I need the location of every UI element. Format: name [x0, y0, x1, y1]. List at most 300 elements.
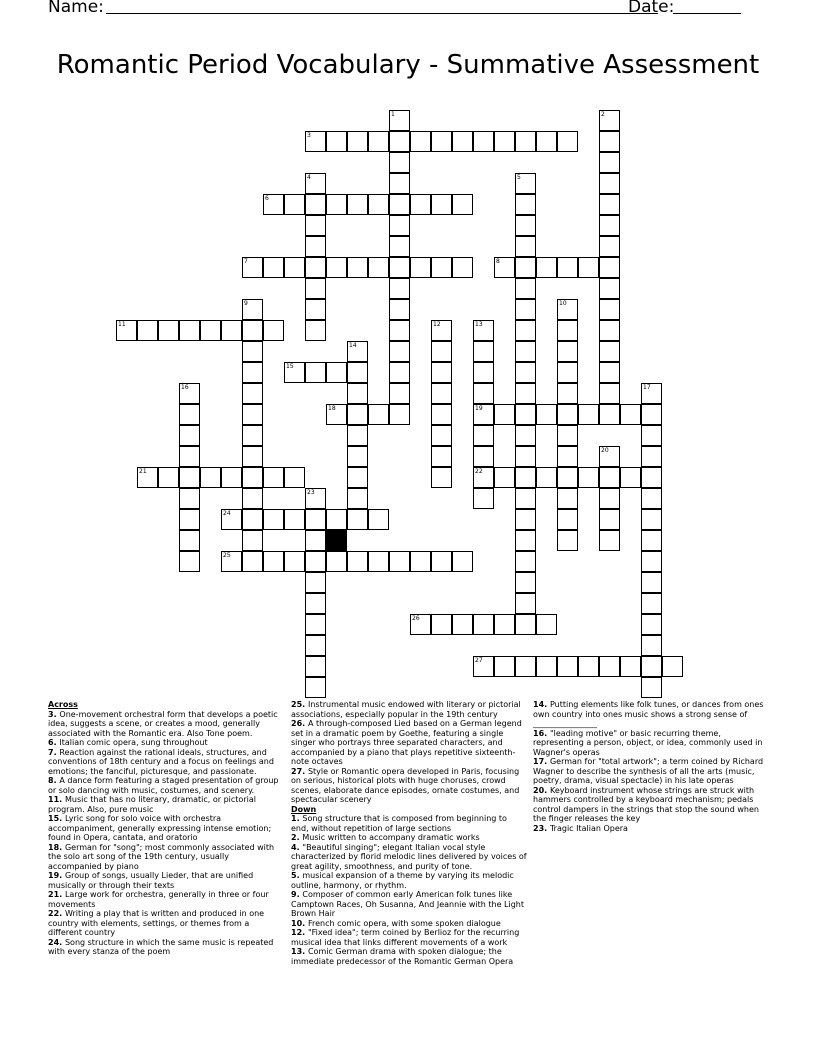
- grid-cell[interactable]: [641, 677, 662, 698]
- grid-cell[interactable]: [473, 614, 494, 635]
- grid-cell[interactable]: [515, 215, 536, 236]
- clue-item-text: Song structure in which the same music is repeated with every stanza of the poem: [48, 937, 274, 956]
- grid-cell[interactable]: [179, 488, 200, 509]
- grid-cell[interactable]: [347, 257, 368, 278]
- grid-cell[interactable]: [473, 656, 494, 677]
- grid-cell[interactable]: [515, 446, 536, 467]
- grid-cell[interactable]: [305, 635, 326, 656]
- grid-cell[interactable]: [473, 341, 494, 362]
- grid-cell[interactable]: [557, 131, 578, 152]
- grid-cell[interactable]: [326, 404, 347, 425]
- clue-item: [48, 710, 284, 739]
- grid-cell[interactable]: [389, 110, 410, 131]
- grid-cell[interactable]: [263, 467, 284, 488]
- grid-cell[interactable]: [242, 425, 263, 446]
- grid-cell[interactable]: [347, 404, 368, 425]
- grid-cell[interactable]: [536, 656, 557, 677]
- clue-item-number: 25.: [291, 700, 308, 709]
- grid-cell[interactable]: [557, 404, 578, 425]
- grid-cell[interactable]: [452, 614, 473, 635]
- grid-cell[interactable]: [473, 362, 494, 383]
- grid-cell[interactable]: [599, 362, 620, 383]
- grid-cell[interactable]: [473, 131, 494, 152]
- grid-cell[interactable]: [578, 404, 599, 425]
- grid-cell[interactable]: [515, 383, 536, 404]
- grid-cell[interactable]: [347, 131, 368, 152]
- clue-number: 2: [601, 111, 605, 118]
- grid-cell[interactable]: [515, 572, 536, 593]
- grid-cell[interactable]: [305, 572, 326, 593]
- grid-cell[interactable]: [515, 257, 536, 278]
- grid-cell[interactable]: [557, 320, 578, 341]
- grid-cell[interactable]: [431, 194, 452, 215]
- grid-cell[interactable]: [431, 551, 452, 572]
- grid-cell[interactable]: [494, 131, 515, 152]
- clue-item: [533, 786, 769, 824]
- clue-item: [533, 700, 769, 729]
- grid-cell[interactable]: [410, 614, 431, 635]
- grid-cell[interactable]: [179, 530, 200, 551]
- clue-item: [291, 928, 527, 947]
- grid-cell[interactable]: [431, 341, 452, 362]
- grid-cell[interactable]: [599, 656, 620, 677]
- grid-cell[interactable]: [599, 194, 620, 215]
- grid-cell[interactable]: [599, 530, 620, 551]
- grid-cell[interactable]: [473, 467, 494, 488]
- grid-cell[interactable]: [599, 278, 620, 299]
- grid-cell[interactable]: [389, 194, 410, 215]
- grid-cell[interactable]: [200, 320, 221, 341]
- grid-cell[interactable]: [263, 551, 284, 572]
- clue-item-text: German for "song"; most commonly associated with the solo art song of the 19th century, usually accompanied by piano: [48, 842, 275, 871]
- grid-cell[interactable]: [326, 509, 347, 530]
- grid-cell[interactable]: [557, 488, 578, 509]
- grid-cell[interactable]: [515, 488, 536, 509]
- grid-cell[interactable]: [137, 320, 158, 341]
- clue-item-number: 14.: [533, 700, 550, 709]
- clues-column-3: [533, 700, 769, 833]
- clue-number: 4: [307, 174, 311, 181]
- grid-cell[interactable]: [410, 194, 431, 215]
- grid-cell[interactable]: [641, 383, 662, 404]
- grid-cell[interactable]: [515, 614, 536, 635]
- grid-cell[interactable]: [305, 131, 326, 152]
- grid-cell[interactable]: [641, 551, 662, 572]
- clue-item-text: Large work for orchestra, generally in three or four movements: [48, 890, 269, 909]
- clue-item: [291, 767, 527, 805]
- grid-cell[interactable]: [389, 215, 410, 236]
- clue-item: [48, 938, 284, 957]
- grid-cell[interactable]: [473, 320, 494, 341]
- clue-item-number: 3.: [48, 709, 60, 719]
- grid-cell[interactable]: [641, 635, 662, 656]
- grid-cell[interactable]: [410, 551, 431, 572]
- grid-cell[interactable]: [641, 656, 662, 677]
- grid-cell[interactable]: [494, 404, 515, 425]
- clue-number: 5: [517, 174, 521, 181]
- grid-cell[interactable]: [557, 656, 578, 677]
- grid-cell[interactable]: [305, 488, 326, 509]
- grid-cell[interactable]: [305, 320, 326, 341]
- grid-cell[interactable]: [557, 425, 578, 446]
- grid-cell[interactable]: [389, 551, 410, 572]
- grid-cell[interactable]: [242, 320, 263, 341]
- grid-cell[interactable]: [347, 425, 368, 446]
- grid-cell[interactable]: [242, 488, 263, 509]
- grid-cell[interactable]: [515, 173, 536, 194]
- grid-cell[interactable]: [389, 320, 410, 341]
- grid-cell[interactable]: [536, 614, 557, 635]
- grid-cell[interactable]: [305, 299, 326, 320]
- clue-item: [291, 947, 527, 966]
- grid-cell[interactable]: [641, 572, 662, 593]
- grid-cell[interactable]: [557, 362, 578, 383]
- grid-cell[interactable]: [599, 320, 620, 341]
- clue-number: 17: [643, 384, 651, 391]
- grid-cell[interactable]: [557, 509, 578, 530]
- grid-cell[interactable]: [389, 257, 410, 278]
- grid-cell[interactable]: [515, 131, 536, 152]
- grid-cell[interactable]: [599, 257, 620, 278]
- grid-cell[interactable]: [641, 593, 662, 614]
- grid-cell[interactable]: [473, 383, 494, 404]
- grid-cell[interactable]: [662, 656, 683, 677]
- grid-cell[interactable]: [641, 614, 662, 635]
- name-label: Name:: [48, 0, 104, 17]
- grid-cell[interactable]: [620, 656, 641, 677]
- grid-cell[interactable]: [515, 236, 536, 257]
- grid-cell[interactable]: [200, 467, 221, 488]
- clue-item-number: 6.: [48, 738, 60, 747]
- grid-cell[interactable]: [431, 131, 452, 152]
- grid-cell[interactable]: [305, 236, 326, 257]
- grid-cell[interactable]: [557, 383, 578, 404]
- grid-cell[interactable]: [578, 257, 599, 278]
- grid-cell[interactable]: [242, 362, 263, 383]
- clue-item-number: 11.: [48, 795, 65, 804]
- clue-item-text: Reaction against the rational ideals, structures, and conventions of 18th century and a focus on feelings and emotions; the fanciful, picturesque, and passionate.: [48, 747, 274, 776]
- clue-item-text: Music written to accompany dramatic works: [302, 833, 480, 842]
- grid-cell[interactable]: [389, 341, 410, 362]
- grid-cell[interactable]: [599, 341, 620, 362]
- grid-cell[interactable]: [557, 299, 578, 320]
- grid-cell[interactable]: [389, 404, 410, 425]
- grid-cell[interactable]: [326, 551, 347, 572]
- clue-number: 19: [475, 405, 483, 412]
- clue-item: [291, 719, 527, 767]
- grid-cell[interactable]: [473, 446, 494, 467]
- clue-item: [291, 890, 527, 919]
- grid-cell[interactable]: [431, 467, 452, 488]
- grid-cell[interactable]: [431, 383, 452, 404]
- clue-item-number: 7.: [48, 747, 60, 757]
- grid-cell[interactable]: [515, 194, 536, 215]
- grid-cell[interactable]: [641, 467, 662, 488]
- grid-cell[interactable]: [536, 131, 557, 152]
- clue-item: [48, 776, 284, 795]
- clue-item-text: A dance form featuring a staged presentation of group or solo dancing with music, costumes, and scenery.: [48, 776, 279, 795]
- grid-cell[interactable]: [368, 131, 389, 152]
- grid-cell[interactable]: [221, 467, 242, 488]
- grid-cell[interactable]: [242, 467, 263, 488]
- grid-cell[interactable]: [599, 404, 620, 425]
- grid-cell[interactable]: [641, 488, 662, 509]
- grid-cell[interactable]: [305, 656, 326, 677]
- grid-cell[interactable]: [305, 677, 326, 698]
- clue-item: [48, 871, 284, 890]
- grid-cell[interactable]: [515, 299, 536, 320]
- grid-cell[interactable]: [242, 383, 263, 404]
- clue-item: [291, 919, 527, 929]
- grid-cell[interactable]: [347, 551, 368, 572]
- grid-cell[interactable]: [179, 404, 200, 425]
- grid-cell[interactable]: [515, 530, 536, 551]
- grid-cell[interactable]: [284, 467, 305, 488]
- grid-cell[interactable]: [263, 509, 284, 530]
- across-heading: Across: [48, 700, 78, 709]
- grid-cell[interactable]: [515, 593, 536, 614]
- grid-cell[interactable]: [557, 530, 578, 551]
- grid-cell[interactable]: [599, 131, 620, 152]
- clue-number: 18: [328, 405, 336, 412]
- grid-cell[interactable]: [473, 404, 494, 425]
- clue-item: [291, 843, 527, 872]
- grid-cell[interactable]: [368, 551, 389, 572]
- grid-cell[interactable]: [347, 467, 368, 488]
- grid-cell[interactable]: [179, 425, 200, 446]
- grid-cell[interactable]: [368, 194, 389, 215]
- grid-cell[interactable]: [326, 257, 347, 278]
- grid-cell[interactable]: [515, 509, 536, 530]
- date-label: Date:: [628, 0, 675, 17]
- grid-cell[interactable]: [368, 404, 389, 425]
- grid-cell[interactable]: [515, 320, 536, 341]
- grid-cell[interactable]: [305, 614, 326, 635]
- grid-cell[interactable]: [536, 257, 557, 278]
- grid-cell[interactable]: [515, 467, 536, 488]
- grid-cell[interactable]: [389, 278, 410, 299]
- grid-cell[interactable]: [452, 551, 473, 572]
- clue-item-number: 17.: [533, 757, 550, 766]
- grid-cell[interactable]: [410, 131, 431, 152]
- grid-cell[interactable]: [599, 152, 620, 173]
- grid-cell[interactable]: [557, 446, 578, 467]
- grid-cell[interactable]: [431, 320, 452, 341]
- grid-cell[interactable]: [284, 509, 305, 530]
- grid-cell[interactable]: [326, 362, 347, 383]
- grid-cell[interactable]: [452, 131, 473, 152]
- grid-cell[interactable]: [242, 299, 263, 320]
- grid-cell[interactable]: [599, 446, 620, 467]
- clue-item-text: Tragic Italian Opera: [549, 823, 628, 833]
- clues-column-1: [48, 700, 284, 957]
- grid-cell[interactable]: [452, 257, 473, 278]
- grid-cell[interactable]: [326, 131, 347, 152]
- grid-cell[interactable]: [347, 362, 368, 383]
- grid-cell[interactable]: [431, 614, 452, 635]
- grid-cell[interactable]: [221, 320, 242, 341]
- grid-cell[interactable]: [620, 467, 641, 488]
- clue-item: [533, 729, 769, 758]
- grid-cell[interactable]: [641, 509, 662, 530]
- grid-cell[interactable]: [599, 383, 620, 404]
- grid-cell[interactable]: [557, 467, 578, 488]
- clue-item-text: musical expansion of a theme by varying its melodic outline, harmony, or rhythm.: [291, 871, 514, 890]
- grid-cell[interactable]: [263, 320, 284, 341]
- clue-number: 27: [475, 657, 483, 664]
- grid-cell[interactable]: [494, 257, 515, 278]
- grid-cell[interactable]: [305, 173, 326, 194]
- grid-cell[interactable]: [347, 341, 368, 362]
- grid-cell[interactable]: [389, 236, 410, 257]
- clue-item-text: "Fixed idea"; term coined by Berlioz for the recurring musical idea that links different movements of a work: [291, 928, 520, 947]
- grid-cell[interactable]: [410, 257, 431, 278]
- grid-cell[interactable]: [389, 299, 410, 320]
- grid-cell[interactable]: [305, 278, 326, 299]
- grid-cell[interactable]: [221, 509, 242, 530]
- grid-cell[interactable]: [347, 509, 368, 530]
- clue-number: 22: [475, 468, 483, 475]
- clue-number: 14: [349, 342, 357, 349]
- clue-item-text: "Beautiful singing"; elegant Italian vocal style characterized by florid melodic lines delivered by voices of great agility, smoothness, and purity of tone.: [291, 842, 527, 871]
- grid-cell[interactable]: [389, 131, 410, 152]
- grid-cell[interactable]: [263, 194, 284, 215]
- grid-cell[interactable]: [116, 320, 137, 341]
- grid-cell[interactable]: [536, 404, 557, 425]
- grid-cell[interactable]: [494, 614, 515, 635]
- grid-cell[interactable]: [641, 425, 662, 446]
- grid-cell[interactable]: [368, 509, 389, 530]
- grid-cell[interactable]: [599, 299, 620, 320]
- grid-cell[interactable]: [431, 404, 452, 425]
- grid-cell[interactable]: [305, 194, 326, 215]
- grid-cell[interactable]: [557, 257, 578, 278]
- grid-cell[interactable]: [242, 404, 263, 425]
- clue-number: 7: [244, 258, 248, 265]
- grid-cell[interactable]: [431, 446, 452, 467]
- clue-item-number: 20.: [533, 785, 550, 795]
- grid-cell[interactable]: [389, 152, 410, 173]
- grid-cell[interactable]: [515, 278, 536, 299]
- grid-cell[interactable]: [620, 404, 641, 425]
- grid-cell[interactable]: [305, 362, 326, 383]
- clue-number: 11: [118, 321, 126, 328]
- grid-cell[interactable]: [347, 383, 368, 404]
- grid-cell[interactable]: [242, 257, 263, 278]
- grid-cell[interactable]: [368, 257, 389, 278]
- grid-cell[interactable]: [599, 215, 620, 236]
- grid-cell[interactable]: [515, 362, 536, 383]
- grid-cell[interactable]: [599, 173, 620, 194]
- grid-cell[interactable]: [599, 488, 620, 509]
- grid-cell[interactable]: [179, 446, 200, 467]
- grid-cell[interactable]: [431, 425, 452, 446]
- clue-item: [48, 843, 284, 872]
- grid-cell[interactable]: [431, 257, 452, 278]
- grid-cell[interactable]: [431, 362, 452, 383]
- grid-cell[interactable]: [347, 488, 368, 509]
- grid-cell[interactable]: [179, 509, 200, 530]
- clue-item-number: 21.: [48, 890, 65, 899]
- clue-number: 6: [265, 195, 269, 202]
- grid-cell[interactable]: [599, 236, 620, 257]
- grid-cell[interactable]: [473, 425, 494, 446]
- grid-cell[interactable]: [284, 551, 305, 572]
- grid-cell[interactable]: [389, 362, 410, 383]
- grid-cell[interactable]: [536, 467, 557, 488]
- grid-cell[interactable]: [473, 488, 494, 509]
- clue-item-number: 10.: [291, 918, 308, 928]
- grid-cell[interactable]: [284, 257, 305, 278]
- grid-cell[interactable]: [515, 551, 536, 572]
- grid-cell[interactable]: [158, 467, 179, 488]
- grid-cell[interactable]: [305, 509, 326, 530]
- grid-cell[interactable]: [242, 551, 263, 572]
- grid-cell[interactable]: [305, 215, 326, 236]
- grid-cell[interactable]: [641, 530, 662, 551]
- grid-cell[interactable]: [326, 194, 347, 215]
- grid-cell[interactable]: [179, 320, 200, 341]
- grid-cell[interactable]: [158, 320, 179, 341]
- grid-cell[interactable]: [305, 551, 326, 572]
- clue-number: 12: [433, 321, 441, 328]
- grid-cell[interactable]: [179, 467, 200, 488]
- grid-cell[interactable]: [305, 257, 326, 278]
- clue-item-text: Music that has no literary, dramatic, or pictorial program. Also, pure music: [48, 795, 256, 814]
- grid-cell[interactable]: [389, 383, 410, 404]
- grid-cell[interactable]: [179, 551, 200, 572]
- grid-cell[interactable]: [599, 509, 620, 530]
- grid-cell[interactable]: [641, 446, 662, 467]
- grid-cell[interactable]: [242, 341, 263, 362]
- grid-cell[interactable]: [305, 593, 326, 614]
- clue-number: 9: [244, 300, 248, 307]
- clue-item-number: 16.: [533, 728, 550, 738]
- down-heading: Down: [291, 804, 317, 814]
- clue-number: 10: [559, 300, 567, 307]
- grid-cell[interactable]: [494, 467, 515, 488]
- clue-item: [48, 738, 284, 748]
- grid-cell[interactable]: [641, 404, 662, 425]
- grid-cell[interactable]: [137, 467, 158, 488]
- grid-cell[interactable]: [242, 446, 263, 467]
- grid-cell[interactable]: [347, 446, 368, 467]
- grid-cell[interactable]: [578, 656, 599, 677]
- grid-cell[interactable]: [515, 341, 536, 362]
- grid-cell[interactable]: [578, 467, 599, 488]
- grid-cell[interactable]: [494, 656, 515, 677]
- grid-cell[interactable]: [263, 257, 284, 278]
- grid-cell[interactable]: [389, 173, 410, 194]
- clue-item: [291, 871, 527, 890]
- grid-cell[interactable]: [452, 194, 473, 215]
- grid-cell[interactable]: [599, 467, 620, 488]
- grid-cell[interactable]: [221, 551, 242, 572]
- grid-cell[interactable]: [284, 362, 305, 383]
- grid-cell[interactable]: [347, 194, 368, 215]
- grid-cell[interactable]: [242, 509, 263, 530]
- grid-cell[interactable]: [515, 404, 536, 425]
- grid-cell[interactable]: [599, 110, 620, 131]
- grid-cell[interactable]: [515, 425, 536, 446]
- grid-cell[interactable]: [179, 383, 200, 404]
- clue-item: [48, 814, 284, 843]
- grid-cell[interactable]: [305, 530, 326, 551]
- grid-cell[interactable]: [284, 194, 305, 215]
- grid-cell[interactable]: [242, 530, 263, 551]
- grid-cell[interactable]: [557, 341, 578, 362]
- grid-cell[interactable]: [515, 656, 536, 677]
